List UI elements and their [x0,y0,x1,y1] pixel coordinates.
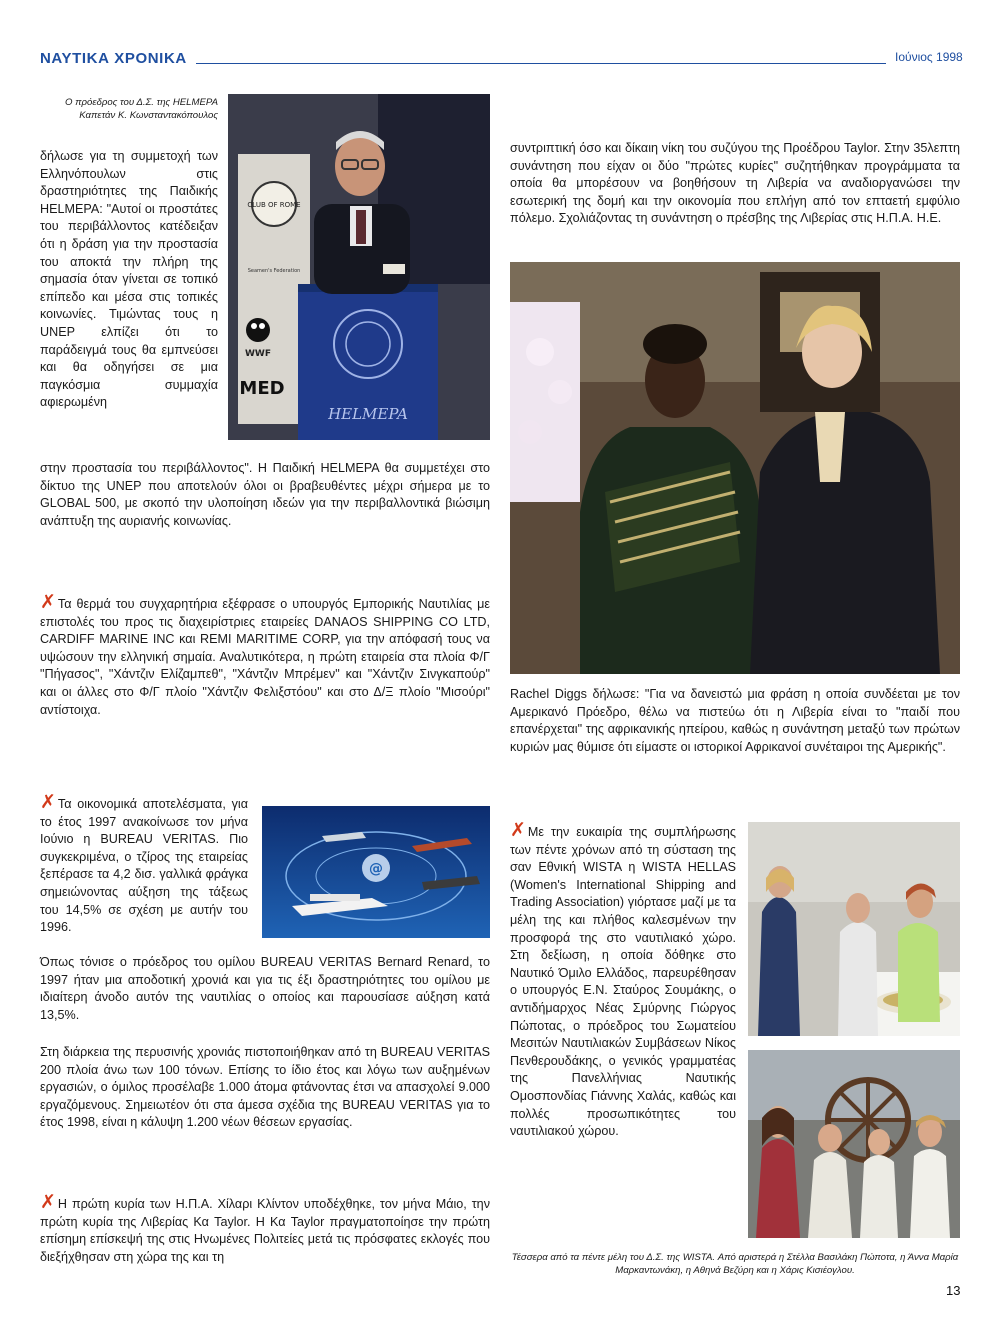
article4-text [40,1192,490,1266]
x-bullet-icon: ✗ [510,820,526,841]
page-number: 13 [946,1283,961,1298]
bureau-veritas-ships-photo [262,806,490,938]
article3-wrap-text [40,792,248,937]
x-bullet-icon: ✗ [40,792,56,813]
x-bullet-icon: ✗ [40,592,56,613]
article5-text [510,820,736,1141]
article2-text [40,592,490,719]
article3-wrap-body: Τα οικονομικά αποτελέσματα, για το έτος 1997 ανακοίνωσε τον μήνα Ιούνιο η BUREAU VERITAS. Πιο συγκεκριμένα, ο τζίρος της εταιρείας ξεπέρασε τα 4,2 δισ. γαλλικά φράγκα σημειώνοντας αύξηση της τάξεως του 14,5% σε σχέση με αυτήν του 1996. [40,797,248,935]
article2-body: Τα θερμά του συγχαρητήρια εξέφρασε ο υπουργός Εμπορικής Ναυτιλίας με επιστολές του προς τις διαχειρίστριες εταιρείες DANAOS SHIPPING CO LTD, CARDIFF MARINE INC και REMI MARITIME CORP, για την απόφασή τους να υψώσουν την ελληνική σημαία. Αναλυτικότερα, η πρώτη εταιρεία στα πλοία Φ/Γ "Πήγασος", "Χάντζιν Ελίζαμπεθ", "Χάντζιν Μπρέμεν" και "Χάντζιν Σινγκαπούρ" και οι άλλες στο Φ/Γ πλοίο "Χάντζιν Φελιξστόου" και στο Δ/Ξ πλοίο "Μισούρι" αντίστοιχα. [40,597,490,717]
photo1-caption: Ο πρόεδρος του Δ.Σ. της HELMEPA Καπετάν Κ. Κωνσταντακόπουλος [64,97,218,121]
med-label: MED [239,378,285,399]
first-ladies-photo [510,262,960,674]
article5-body: Με την ευκαιρία της συμπλήρωσης των πέντε χρόνων από τη σύσταση της σαν Εθνική WISTA η WISTA HELLAS (Women's International Shipping and Trading Association) γιόρτασε μαζί με τα μέλη της και πλήθος καλεσμένων την προσφορά της στο ναυτιλιακό χώρο. Στη δεξίωση, η οποία δόθηκε στο Ναυτικό Όμιλο Ελλάδος, παρευρέθησαν ο υπουργός Ε.Ν. Σταύρος Σουμάκης, ο αντιδήμαρχος Νέας Σμύρνης Γιώργος Πώποτας, ο πρόεδρος του Σωματείου Μεσιτών Ναυτιλιακών Συμβάσεων Νίκος Πενθερουδάκης, ο γενικός γραμματέας της Πανελλήνιας Ναυτικής Ομοσπονδίας Γιάννης Χαλάς, καθώς και πολλές προσωπικότητες του ναυτιλιακού χώρου. [510,825,736,1139]
helmepa-speaker-photo [228,94,490,440]
magazine-title: ΝΑΥΤΙΚΑ ΧΡΟΝΙΚΑ [40,50,187,67]
article3-second-text: Στη διάρκεια της περυσινής χρονιάς πιστοποιήθηκαν από τη BUREAU VERITAS 200 πλοία άνω των 100 τόνων. Επίσης το ίδιο έτος και λόγω των αυξημένων εργασιών, ο όμιλος προσέλαβε 1.000 άτομα φτάνοντας έτσι να απασχολεί 9.000 εργαζόμενους. Σημειωτέον ότι στα άμεσα σχέδια της BUREAU VERITAS για το έτος 1998, είναι η κάλυψη 1.200 νέων θέσεων εργασίας. [40,1045,490,1130]
wista-cake-photo [748,822,960,1036]
wista-photo-caption: Τέσσερα από τα πέντε μέλη του Δ.Σ. της WISTA. Από αριστερά η Στέλλα Βασιλάκη Πώποτα, η Άννα Μαρία Μαρκαντωνάκη, η Αθηνά Βεζύρη και η Χάρις Κισιέογλου. [511,1252,959,1276]
svg-text:@: @ [369,861,383,877]
article4-continued-text: συντριπτική όσο και δίκαιη νίκη του συζύγου της Προέδρου Taylor. Στην 35λεπτη συνάντηση που είχαν οι δύο "πρώτες κυρίες" συζητήθηκαν προγράμματα τα οποία θα μπορέσουν να βοηθήσουν τη Λιβερία να αναδιοργανώσει την εσωτερική της δομή και την οικονομία που επλήγη από τον επταετή εμφύλιο πόλεμο. Σχολιάζοντας τη συνάντηση ο πρέσβης της Λιβερίας στις Η.Π.Α. Η.Ε. [510,141,960,226]
wista-members-photo [748,1050,960,1238]
article3-full-text: Όπως τόνισε ο πρόεδρος του ομίλου BUREAU VERITAS Bernard Renard, το 1997 ήταν μια αποδοτική χρονιά και για τις έξι δραστηριότητες του ομίλου με ιδιαίτερη άνοδο αυτόν της ναυτιλίας ο οποίος και παρουσίασε αύξηση κατά 13,5%. [40,955,490,1022]
article1-wrap-text: δήλωσε για τη συμμετοχή των Ελληνόπουλων στις δραστηριότητες της Παιδικής HELMEPA: "Αυτοί οι προστάτες του περιβάλλοντος κατέδειξαν ότι η δράση για την προστασία του αποκτά την πλήρη της σημασία όταν γίνεται σε τοπικό επίπεδο και μέσα στις τοπικές κοινωνίες. Τιμώντας τους η UNEP ελπίζει ότι το παράδειγμά τους θα εμπνεύσει και θα οδηγήσει σε μια παγκόσμια συμμαχία αφιερωμένη [40,149,218,410]
wwf-label: WWF [244,349,272,359]
article4-quote-text: Rachel Diggs δήλωσε: "Για να δανειστώ μια φράση η οποία συνδέεται με τον Αμερικανό Πρόεδρο, θέλω να πιστεύω ότι η Λιβερία είναι το "παιδί που επανέρχεται" της αφρικανικής ηπείρου, καθώς η συνάντηση μεταξύ των πρώτων κυριών μας θύμισε ότι είμαστε οι ιστορικοί Αφρικανοί συνέταιροι της Αμερικής". [510,687,960,754]
issue-date: Ιούνιος 1998 [895,50,963,64]
header-rule [196,63,886,64]
x-bullet-icon: ✗ [40,1192,56,1213]
article4-body: Η πρώτη κυρία των Η.Π.Α. Χίλαρι Κλίντον υποδέχθηκε, τον μήνα Μάιο, την πρώτη κυρία της Λιβερίας Κα Taylor. Η Κα Taylor πραγματοποίησε την πρώτη επίσημη επίσκεψή της στις Ηνωμένες Πολιτείες μετά τις πρόσφατες εκλογές που διεξήχθησαν στη χώρα της και τη [40,1197,490,1264]
article1-full-text: στην προστασία του περιβάλλοντος". Η Παιδική HELMEPA θα συμμετέχει στο δίκτυο της UNEP που αποτελούν όλοι οι βραβευθέντες μέχρι σήμερα με το GLOBAL 500, με σκοπό την υλοποίηση ιδεών για την περιβαλλοντικά βιώσιμη ανάπτυξη της αυριανής κοινωνίας. [40,461,490,528]
podium-helmepa-label: HELMEPA [328,405,408,423]
seamen-label: Seamen's Federation [247,268,301,274]
club-of-rome-label: CLUB OF ROME [247,201,301,209]
